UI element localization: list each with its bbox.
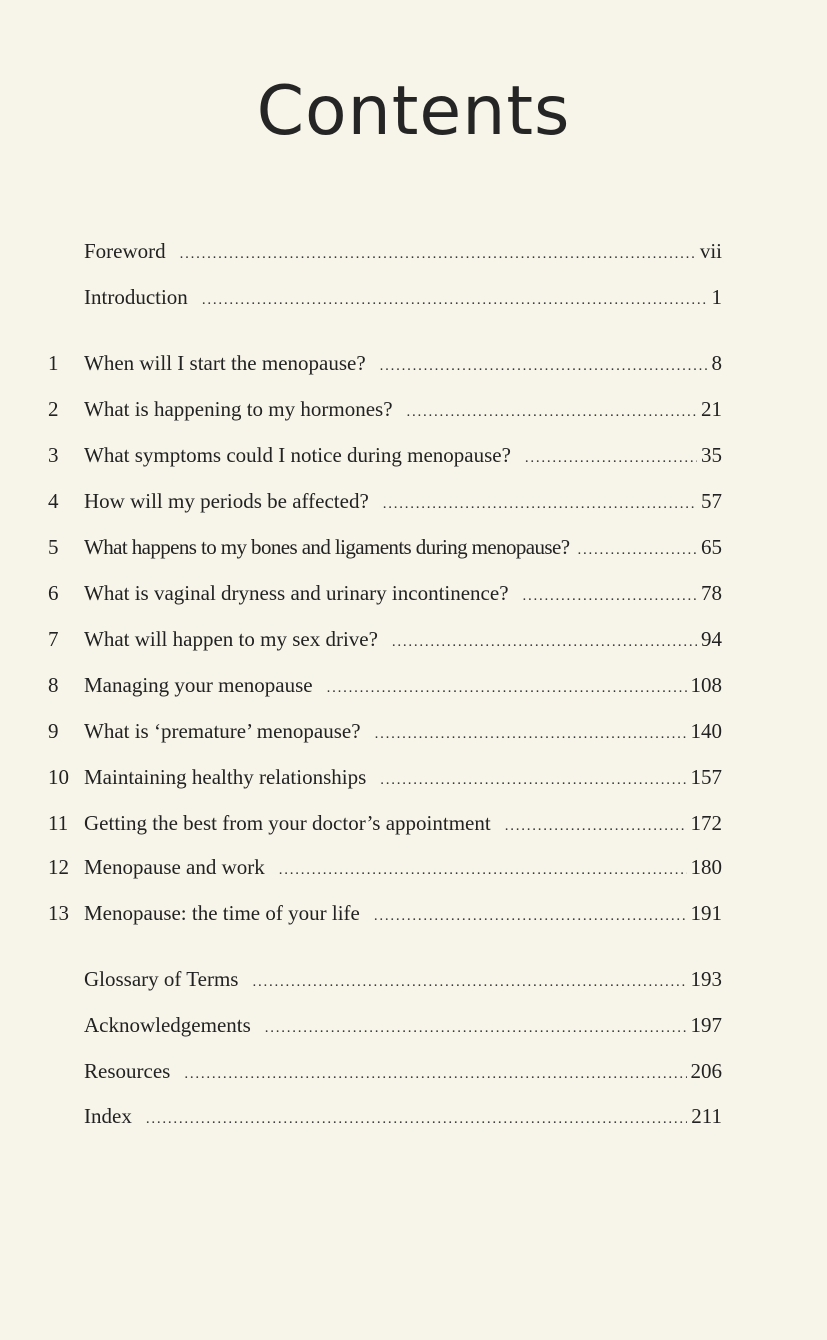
toc-entry-chapter[interactable] [48, 670, 722, 700]
toc-entry-page: 108 [690, 673, 722, 697]
chapter-number: 11 [48, 811, 69, 835]
toc-entry-label: Maintaining healthy relationships [84, 765, 367, 789]
toc-entry-label: What is vaginal dryness and urinary incontinence? [84, 581, 509, 605]
chapter-number: 4 [48, 489, 59, 513]
toc-entry-label: What will happen to my sex drive? [84, 627, 378, 651]
dot-leader [374, 901, 687, 931]
toc-entry-page: 65 [701, 535, 722, 559]
toc-entry-page: vii [699, 239, 722, 263]
toc-entry-page: 78 [701, 581, 722, 605]
dot-leader [380, 351, 708, 381]
toc-entry-label: What is ‘premature’ menopause? [84, 719, 361, 743]
toc-entry-page: 57 [701, 489, 722, 513]
dot-leader [180, 239, 696, 269]
toc-entry-page: 180 [690, 855, 722, 879]
toc-entry-chapter[interactable] [48, 578, 722, 608]
toc-entry-page: 35 [701, 443, 722, 467]
toc-entry-page: 8 [711, 351, 722, 375]
toc-entry-glossary[interactable] [48, 964, 722, 994]
toc-entry-label: Index [84, 1104, 132, 1128]
toc-entry-label: What happens to my bones and ligaments during menopause? [84, 535, 570, 559]
dot-leader [383, 489, 697, 519]
toc-entry-chapter[interactable] [48, 716, 722, 746]
toc-entry-page: 157 [690, 765, 722, 789]
toc-entry-label: Foreword [84, 239, 166, 263]
toc-entry-page: 191 [690, 901, 722, 925]
dot-leader [252, 967, 686, 997]
dot-leader [505, 811, 687, 841]
toc-entry-label: Introduction [84, 285, 188, 309]
chapter-number: 3 [48, 443, 59, 467]
toc-entry-page: 94 [701, 627, 722, 651]
toc-entry-label: Getting the best from your doctor’s appointment [84, 811, 491, 835]
toc-entry-label: Glossary of Terms [84, 967, 239, 991]
toc-entry-page: 1 [711, 285, 722, 309]
chapter-number: 12 [48, 855, 69, 879]
dot-leader [407, 397, 697, 427]
toc-entry-chapter[interactable] [48, 532, 722, 562]
toc-entry-page: 21 [701, 397, 722, 421]
toc-entry-chapter[interactable] [48, 624, 722, 654]
toc-entry-page: 172 [690, 811, 722, 835]
toc-entry-introduction[interactable] [48, 282, 722, 312]
toc-entry-foreword[interactable] [48, 236, 722, 266]
toc-entry-chapter[interactable] [48, 348, 722, 378]
toc-entry-page: 211 [691, 1104, 722, 1128]
chapter-number: 5 [48, 535, 59, 559]
dot-leader [525, 443, 697, 473]
toc-entry-chapter[interactable] [48, 898, 722, 928]
dot-leader [380, 765, 686, 795]
toc-entry-label: How will my periods be affected? [84, 489, 369, 513]
toc-entry-chapter[interactable] [48, 486, 722, 516]
dot-leader [577, 535, 697, 565]
chapter-number: 2 [48, 397, 59, 421]
chapter-number: 10 [48, 765, 69, 789]
toc-entry-label: What is happening to my hormones? [84, 397, 393, 421]
dot-leader [392, 627, 697, 657]
dot-leader [265, 1013, 687, 1043]
toc-entry-page: 140 [690, 719, 722, 743]
toc-entry-label: When will I start the menopause? [84, 351, 366, 375]
page-title: Contents [256, 72, 571, 151]
toc-entry-label: Acknowledgements [84, 1013, 251, 1037]
toc-entry-label: Menopause: the time of your life [84, 901, 360, 925]
chapter-number: 8 [48, 673, 59, 697]
toc-entry-label: Managing your menopause [84, 673, 313, 697]
dot-leader [523, 581, 697, 611]
toc-entry-page: 197 [690, 1013, 722, 1037]
toc-entry-chapter[interactable] [48, 808, 722, 838]
dot-leader [327, 673, 687, 703]
toc-entry-label: Resources [84, 1059, 171, 1083]
dot-leader [279, 855, 687, 885]
toc-entry-page: 206 [690, 1059, 722, 1083]
dot-leader [146, 1104, 687, 1134]
dot-leader [202, 285, 708, 315]
toc-entry-resources[interactable] [48, 1056, 722, 1086]
toc-entry-label: Menopause and work [84, 855, 265, 879]
chapter-number: 1 [48, 351, 59, 375]
chapter-number: 9 [48, 719, 59, 743]
chapter-number: 7 [48, 627, 59, 651]
chapter-number: 13 [48, 901, 69, 925]
toc-entry-chapter[interactable] [48, 394, 722, 424]
toc-entry-label: What symptoms could I notice during menopause? [84, 443, 511, 467]
dot-leader [375, 719, 687, 749]
toc-entry-page: 193 [690, 967, 722, 991]
dot-leader [184, 1059, 686, 1089]
chapter-number: 6 [48, 581, 59, 605]
toc-entry-index[interactable] [48, 1101, 722, 1131]
toc-entry-chapter[interactable] [48, 852, 722, 882]
toc-entry-chapter[interactable] [48, 762, 722, 792]
toc-entry-chapter[interactable] [48, 440, 722, 470]
toc-entry-acknowledgements[interactable] [48, 1010, 722, 1040]
